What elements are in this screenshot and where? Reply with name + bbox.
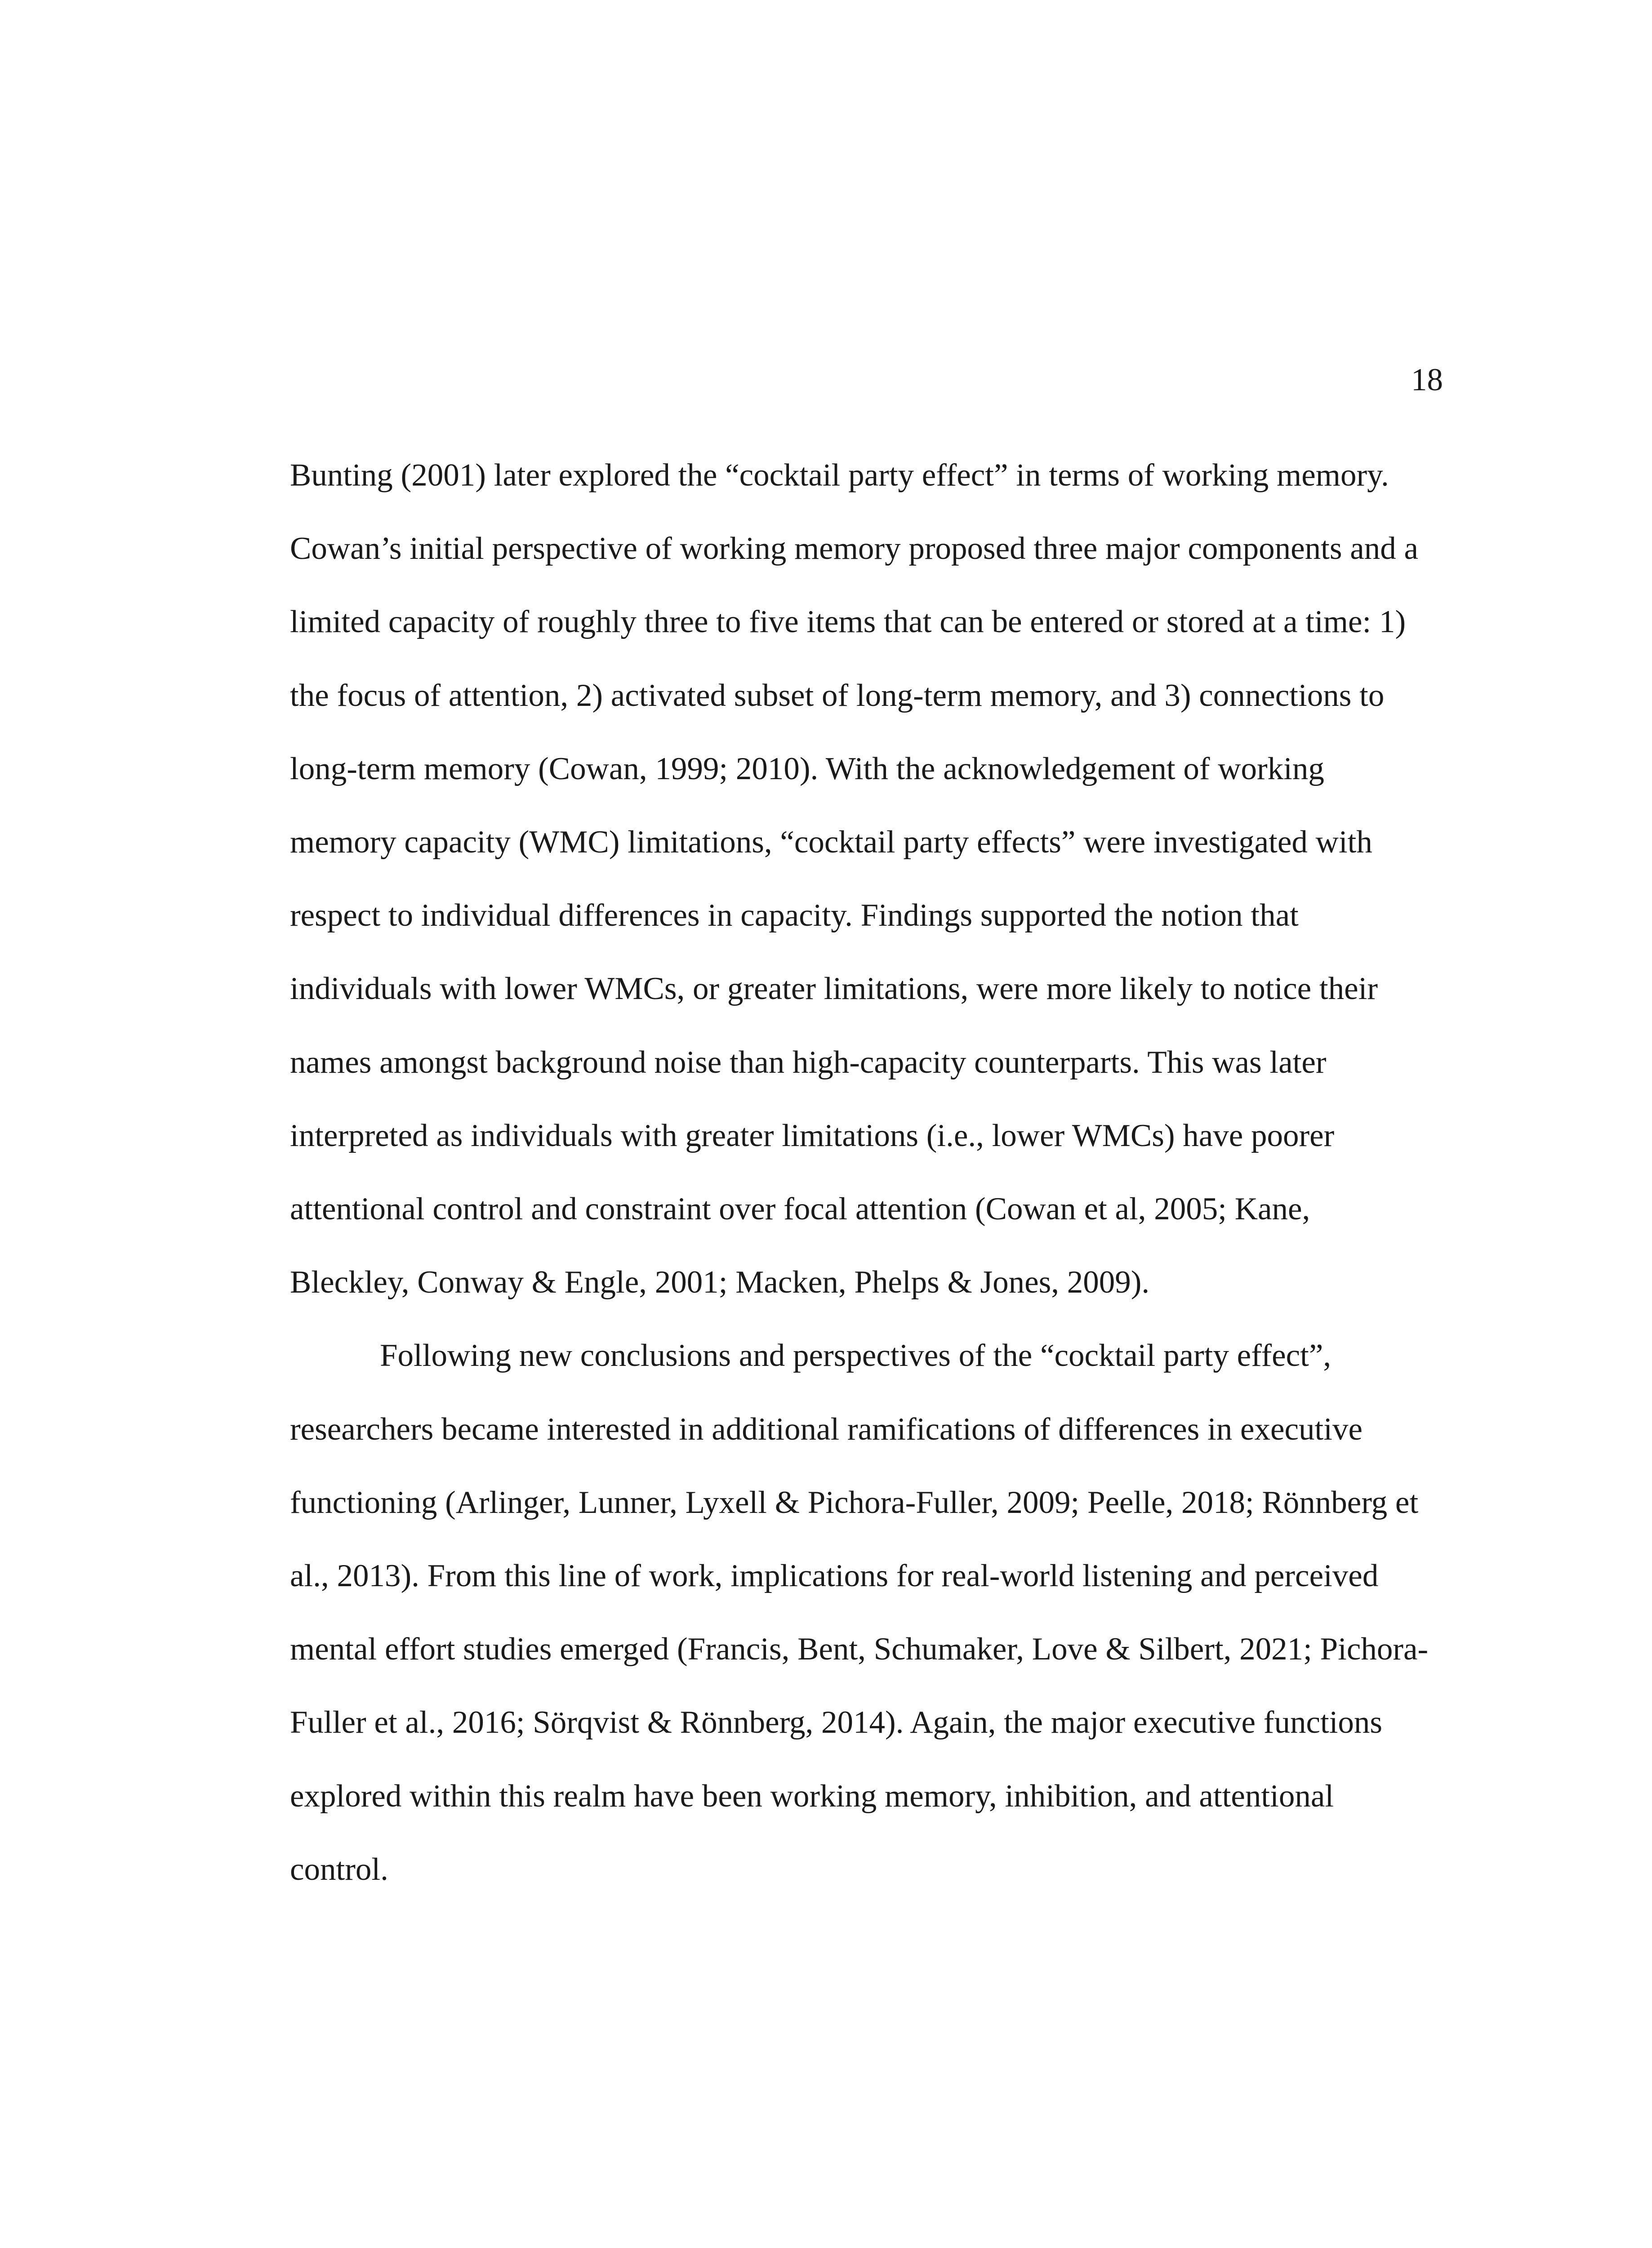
text-line: individuals with lower WMCs, or greater limitations, were more likely to notice their [290,971,1378,1007]
text-line: Bunting (2001) later explored the “cocktail party effect” in terms of working memory. [290,458,1389,493]
text-line: interpreted as individuals with greater limitations (i.e., lower WMCs) have poorer [290,1118,1335,1153]
paragraph-1 [290,439,1441,1319]
text-line: names amongst background noise than high-capacity counterparts. This was later [290,1044,1327,1080]
text-line: limited capacity of roughly three to five items that can be entered or stored at a time: 1) [290,604,1406,640]
text-line: Cowan’s initial perspective of working memory proposed three major components and a [290,531,1418,566]
text-line: Fuller et al., 2016; Sörqvist & Rönnberg, 2014). Again, the major executive functions [290,1705,1383,1740]
paragraph-2 [290,1319,1441,1906]
text-line: control. [290,1851,388,1887]
text-line-indented: Following new conclusions and perspectives of the “cocktail party effect”, [380,1338,1331,1374]
body-text [290,439,1441,1906]
text-line: attentional control and constraint over focal attention (Cowan et al, 2005; Kane, [290,1191,1310,1227]
text-line: Bleckley, Conway & Engle, 2001; Macken, Phelps & Jones, 2009). [290,1265,1150,1300]
text-line: functioning (Arlinger, Lunner, Lyxell & Pichora-Fuller, 2009; Peelle, 2018; Rönnberg et [290,1485,1419,1520]
page-number: 18 [1411,362,1443,397]
text-line: the focus of attention, 2) activated subset of long-term memory, and 3) connections to [290,678,1385,713]
text-line: memory capacity (WMC) limitations, “cocktail party effects” were investigated with [290,825,1372,860]
text-line: mental effort studies emerged (Francis, Bent, Schumaker, Love & Silbert, 2021; Pichora- [290,1632,1429,1667]
text-line: long-term memory (Cowan, 1999; 2010). With the acknowledgement of working [290,751,1324,786]
text-line: explored within this realm have been working memory, inhibition, and attentional [290,1778,1334,1814]
text-line: al., 2013). From this line of work, implications for real-world listening and perceived [290,1558,1379,1594]
text-line: respect to individual differences in capacity. Findings supported the notion that [290,898,1299,933]
text-line: researchers became interested in additional ramifications of differences in executive [290,1411,1363,1447]
